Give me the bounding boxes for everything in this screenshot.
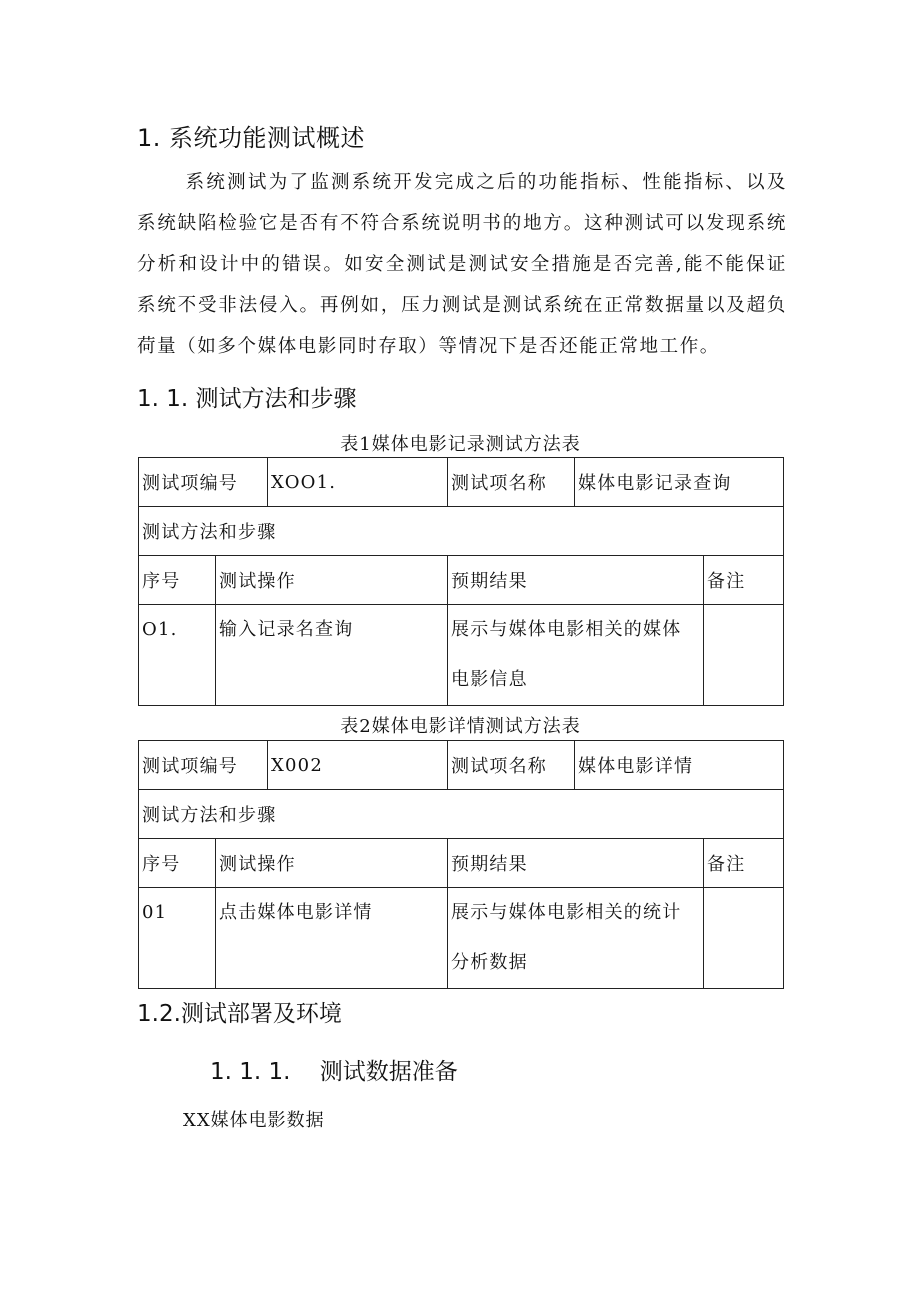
table2-row-note [704,888,784,989]
table1-name-value: 媒体电影记录查询 [575,458,784,507]
overview-paragraph [137,162,787,367]
table1-header-expected: 预期结果 [448,556,704,605]
table2-name-value: 媒体电影详情 [575,741,784,790]
table2-header-expected: 预期结果 [448,839,704,888]
table1-caption: 表1媒体电影记录测试方法表 [340,434,581,455]
test-method-table-2 [138,740,784,989]
table2-steps-label: 测试方法和步骤 [139,790,784,839]
table2-caption: 表2媒体电影详情测试方法表 [340,716,581,737]
table2-header-note: 备注 [704,839,784,888]
section-heading-1-2: 1.2.测试部署及环境 [137,1001,342,1027]
table2-id-label: 测试项编号 [139,741,268,790]
table2-header-no: 序号 [139,839,216,888]
table2-name-label: 测试项名称 [448,741,575,790]
table1-header-note: 备注 [704,556,784,605]
section-heading-1: 1. 系统功能测试概述 [137,124,366,152]
overview-paragraph-text: 系统测试为了监测系统开发完成之后的功能指标、性能指标、以及系统缺陷检验它是否有不符合系统说明书的地方。这种测试可以发现系统分析和设计中的错误。如安全测试是测试安全措施是否完善,能不能保证系统不受非法侵入。再例如，压力测试是测试系统在正常数据量以及超负荷量（如多个媒体电影同时存取）等情况下是否还能正常地工作。 [137,172,787,357]
table1-name-label: 测试项名称 [448,458,575,507]
table1-row-note [704,605,784,706]
table1-row-operation: 输入记录名查询 [216,605,448,706]
section-heading-1-1-1: 1. 1. 1. 测试数据准备 [210,1059,458,1085]
table1-row-no: O1. [139,605,216,706]
table1-id-value: XOO1. [268,458,448,507]
table2-id-value: X002 [268,741,448,790]
table1-header-no: 序号 [139,556,216,605]
table1-steps-label: 测试方法和步骤 [139,507,784,556]
table1-header-operation: 测试操作 [216,556,448,605]
section-heading-1-1: 1. 1. 测试方法和步骤 [137,386,357,412]
test-method-table-1 [138,457,784,706]
table1-row-expected: 展示与媒体电影相关的媒体电影信息 [448,605,704,706]
table2-row-no: 01 [139,888,216,989]
table2-header-operation: 测试操作 [216,839,448,888]
table2-row-expected: 展示与媒体电影相关的统计分析数据 [448,888,704,989]
table2-row-operation: 点击媒体电影详情 [216,888,448,989]
table1-id-label: 测试项编号 [139,458,268,507]
data-source-text: XX媒体电影数据 [183,1110,325,1131]
